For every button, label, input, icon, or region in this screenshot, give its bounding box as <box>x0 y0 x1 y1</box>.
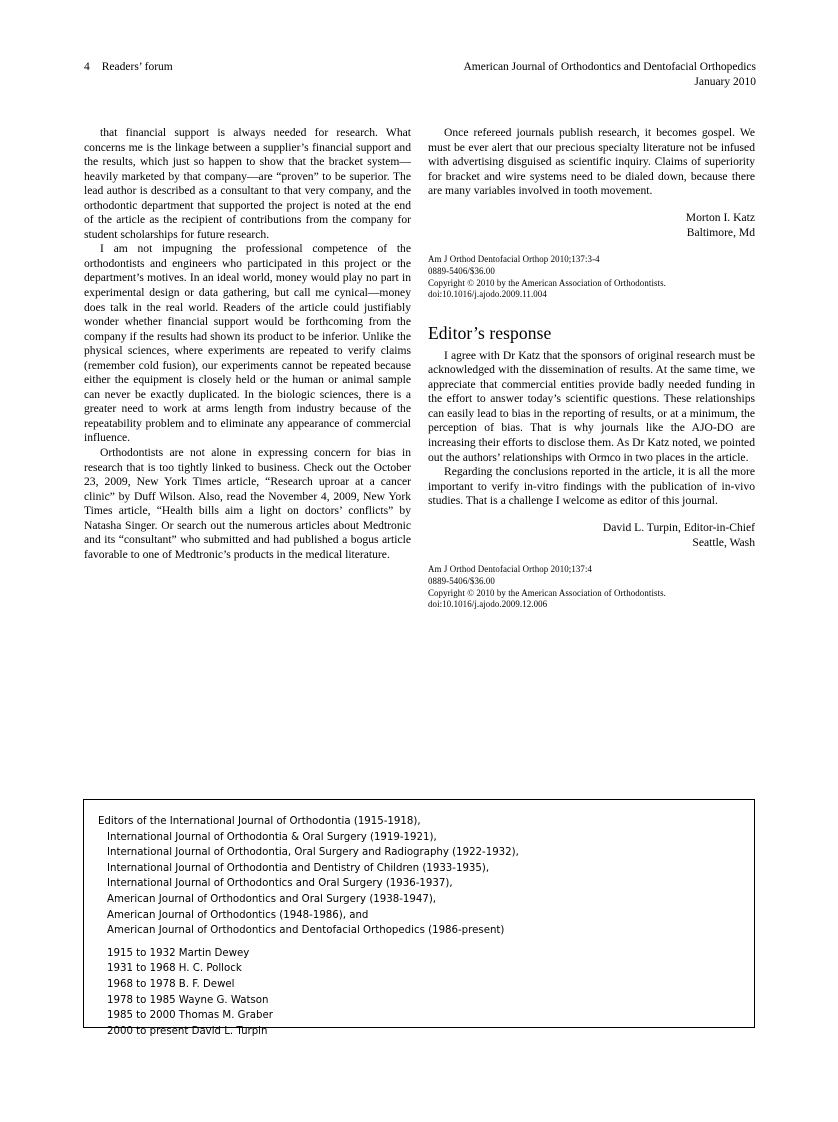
journal-history-item: American Journal of Orthodontics and Oral Surgery (1938-1947), <box>107 893 437 905</box>
editor-tenure-list <box>98 946 744 1040</box>
masthead-content <box>98 814 744 1039</box>
right-column <box>428 126 755 611</box>
body-paragraph: Once refereed journals publish research, it becomes gospel. We must be ever alert that our precious specialty literature not be infused with advertising disguised as scientific inquiry. Claims of superiority for bracket and wire systems need to be dialed down, because there are many variables involved in tooth movement. <box>428 126 755 198</box>
running-head-right <box>84 60 756 90</box>
response-citation <box>428 564 755 610</box>
letter-citation <box>428 254 755 300</box>
journal-history-item: International Journal of Orthodontia, Oral Surgery and Radiography (1922-1932), <box>107 847 519 859</box>
editor-tenure-item: 1978 to 1985 Wayne G. Watson <box>107 994 269 1006</box>
body-paragraph: Orthodontists are not alone in expressing concern for bias in research that is too tightly linked to business. Check out the October 23, 2009, New York Times article, “Research uproar at a cancer clinic” by Duff Wilson. Also, read the November 4, 2009, New York Times article, “Health bills aim a light on doctors’ conflicts” by Natasha Singer. Or search out the numerous articles about Medtronic and its “consultant” who submitted and had published a bogus article favorable to one of Medtronic’s products in the medical literature. <box>84 446 411 561</box>
citation-source: Am J Orthod Dentofacial Orthop 2010;137:3-4 <box>428 254 600 265</box>
citation-doi: doi:10.1016/j.ajodo.2009.12.006 <box>428 599 548 610</box>
journal-history-item: International Journal of Orthodontia & Oral Surgery (1919-1921), <box>107 831 437 843</box>
masthead-box <box>83 799 755 1037</box>
citation-doi: doi:10.1016/j.ajodo.2009.11.004 <box>428 289 547 300</box>
editor-tenure-item: 1985 to 2000 Thomas M. Graber <box>107 1010 273 1022</box>
response-signature <box>428 521 755 550</box>
editor-tenure-item: 1915 to 1932 Martin Dewey <box>107 947 250 959</box>
author-location: Baltimore, Md <box>686 225 755 239</box>
editor-tenure-item: 2000 to present David L. Turpin <box>107 1025 268 1037</box>
issue-date: January 2010 <box>694 76 756 88</box>
citation-copyright: Copyright © 2010 by the American Association of Orthodontists. <box>428 277 667 288</box>
editors-response-heading: Editor’s response <box>428 322 552 343</box>
editor-name: David L. Turpin, Editor-in-Chief <box>602 521 755 535</box>
editor-location: Seattle, Wash <box>692 535 755 549</box>
editor-tenure-item: 1931 to 1968 H. C. Pollock <box>107 963 242 975</box>
journal-history-list <box>98 814 744 939</box>
citation-copyright: Copyright © 2010 by the American Association of Orthodontists. <box>428 587 667 598</box>
body-paragraph: that financial support is always needed for research. What concerns me is the linkage between a supplier’s financial support and the results, which just so happen to show that the bracket system—heavily marketed by that company—are “proven” to be superior. The lead author is described as a consultant to that very company, and the orthodontic department that supported the project is noted at the end of the article as the recipient of contributions from the company for student scholarships for future research. <box>84 126 411 241</box>
running-head <box>84 60 756 90</box>
letter-signature <box>428 211 755 240</box>
page-number: 4 <box>84 61 90 73</box>
body-paragraph: I am not impugning the professional competence of the orthodontists and engineers who participated in this project or the department’s motives. In an ideal world, money would play no part in experimental design or data gathering, but call me cynical—money does talk in the real world. Readers of the article could justifiably wonder whether financial support would be forthcoming from the company if the results had shown its product to be inferior. Unlike the physical sciences, where experiments are repeated to verify claims (remember cold fusion), our experiments cannot be repeated because either the equipment is closely held or the human or animal sample can never be exactly duplicated. In the biologic sciences, there is a greater need to work at arms length from industry because of the repeatability problem and to eliminate any appearance of commercial influence. <box>84 242 411 445</box>
citation-issn: 0889-5406/$36.00 <box>428 575 495 586</box>
author-name: Morton I. Katz <box>685 211 755 225</box>
journal-history-item: International Journal of Orthodontics and Oral Surgery (1936-1937), <box>107 878 453 890</box>
journal-history-item: American Journal of Orthodontics and Dentofacial Orthopedics (1986-present) <box>107 925 505 937</box>
editor-tenure-item: 1968 to 1978 B. F. Dewel <box>107 978 235 990</box>
citation-issn: 0889-5406/$36.00 <box>428 265 495 276</box>
running-head-left <box>84 60 173 75</box>
journal-history-item: Editors of the International Journal of Orthodontia (1915-1918), <box>98 816 421 827</box>
section-name: Readers’ forum <box>101 61 173 73</box>
left-column <box>84 126 411 562</box>
journal-history-item: American Journal of Orthodontics (1948-1986), and <box>107 909 369 921</box>
body-paragraph: I agree with Dr Katz that the sponsors of original research must be acknowledged with the dissemination of results. At the same time, we appreciate that commercial entities provide badly needed funding in the effort to answer today’s scientific questions. These relationships can easily lead to bias in the reporting of results, or at a minimum, the perception of bias. That is why journals like the AJO-DO are increasing their efforts to disclose them. As Dr Katz noted, we pointed out the authors’ relationships with Ormco in two places in the article. <box>428 348 755 464</box>
citation-source: Am J Orthod Dentofacial Orthop 2010;137:4 <box>428 564 593 575</box>
journal-history-item: International Journal of Orthodontia and Dentistry of Children (1933-1935), <box>107 862 490 874</box>
journal-title: American Journal of Orthodontics and Dentofacial Orthopedics <box>463 61 756 73</box>
body-paragraph: Regarding the conclusions reported in the article, it is all the more important to verify in-vitro findings with the publication of in-vivo studies. That is a challenge I welcome as editor of this journal. <box>428 465 755 508</box>
